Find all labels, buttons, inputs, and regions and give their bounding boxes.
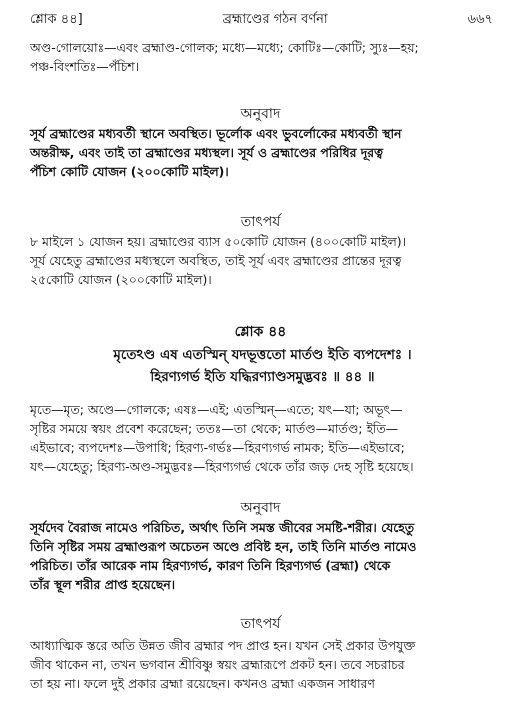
text-line: সৃষ্টির সময়ে স্বয়ং প্রবেশ করেছেন; ততঃ—তা থেকে; মার্তণ্ড—মার্তণ্ড; ইতি— bbox=[30, 421, 399, 436]
text-line: তা হয় না। ফলে দুই প্রকার ব্রহ্মা রয়েছেন। কখনও ব্রহ্মা একজন সাধারণ bbox=[30, 676, 375, 691]
text-line: অণ্ড-গোলয়োঃ—এবং ব্রহ্মাণ্ড-গোলক; মধ্যে—মধ্যে; কোটিঃ—কোটি; স্যুঃ—হয়; bbox=[30, 40, 419, 55]
sanskrit-verse bbox=[30, 344, 495, 388]
purport-paragraph bbox=[30, 232, 495, 289]
verse-line: হিরণ্যগর্ভ ইতি যদ্ধিরণ্যাণ্ডসমুদ্ভবঃ ॥ ৪৪ ॥ bbox=[150, 369, 375, 385]
text-line: ২৫কোটি যোজন (২০০কোটি মাইল)। bbox=[30, 272, 212, 287]
text-line: সূর্য ব্রহ্মাণ্ডের মধ্যবর্তী স্থানে অবস্থিত। ভূর্লোক এবং ভুবর্লোকের মধ্যবর্তী স্থান bbox=[30, 126, 402, 141]
text-line: পঁচিশ কোটি যোজন (২০০কোটি মাইল)। bbox=[30, 164, 229, 179]
text-line: আধ্যাত্মিক স্তরে অতি উন্নত জীব ব্রহ্মার পদ প্রাপ্ত হন। যখন সেই প্রকার উপযুক্ত bbox=[30, 638, 416, 653]
running-header bbox=[30, 10, 493, 30]
text-line: তাঁর স্থূল শরীর প্রাপ্ত হয়েছেন। bbox=[30, 577, 176, 592]
text-line: ৮ মাইলে ১ যোজন হয়। ব্রহ্মাণ্ডের ব্যাস ৫০কোটি যোজন (৪০০কোটি মাইল)। bbox=[30, 234, 407, 249]
verse-line: মৃতেঽণ্ড এষ এতস্মিন্ যদভূত্ততো মার্তণ্ড ইতি ব্যপদেশঃ । bbox=[113, 347, 412, 363]
purport-paragraph bbox=[30, 636, 495, 693]
translation-heading: অনুবাদ bbox=[240, 500, 281, 516]
translation-paragraph bbox=[30, 518, 495, 594]
text-line: পরিচিত। তাঁর আরেক নাম হিরণ্যগর্ভ, কারণ তিনি হিরণ্যগর্ভ (ব্রহ্মা) থেকে bbox=[30, 558, 391, 573]
synonyms-continued bbox=[30, 38, 495, 76]
header-chapter-title: ব্রহ্মাণ্ডের গঠন বর্ণনা bbox=[222, 11, 328, 27]
text-line: সূর্যদেব বৈরাজ নামেও পরিচিত, অর্থাৎ তিনি সমস্ত জীবের সমষ্টি-শরীর। যেহেতু bbox=[30, 520, 415, 535]
word-for-word-synonyms bbox=[30, 400, 495, 476]
text-line: জীব থাকেন না, তখন ভগবান শ্রীবিষ্ণু স্বয়ং ব্রহ্মারূপে প্রকট হন। তবে সচরাচর bbox=[30, 657, 405, 672]
verse-number-heading: শ্লোক ৪৪ bbox=[234, 324, 287, 340]
page-number: ৬৬৭ bbox=[467, 11, 493, 27]
translation-paragraph bbox=[30, 124, 495, 181]
text-line: সূর্য যেহেতু ব্রহ্মাণ্ডের মধ্যস্থলে অবস্থিত, তাই সূর্য এবং ব্রহ্মাণ্ডের প্রান্তের দূরত্ব bbox=[30, 253, 402, 268]
text-line: পঞ্চ-বিংশতিঃ—পঁচিশ। bbox=[30, 59, 140, 74]
text-line: তিনি সৃষ্টির সময় ব্রহ্মাণ্ডরূপ অচেতন অণ্ডে প্রবিষ্ট হন, তাই তিনি মার্তণ্ড নামেও bbox=[30, 539, 417, 554]
text-line: এইভাবে; ব্যপদেশঃ—উপাধি; হিরণ্য-গর্ভঃ—হিরণ্যগর্ভ নামক; ইতি—এইভাবে; bbox=[30, 440, 405, 455]
header-verse-ref: শ্লোক ৪৪] bbox=[30, 11, 83, 27]
translation-heading: অনুবাদ bbox=[240, 106, 281, 122]
text-line: মৃতে—মৃত; অণ্ডে—গোলকে; এষঃ—এই; এতস্মিন্—এতে; যৎ—যা; অভূৎ— bbox=[30, 402, 403, 417]
purport-heading: তাৎপর্য bbox=[240, 214, 281, 230]
text-line: যৎ—যেহেতু; হিরণ্য-অণ্ড-সমুদ্ভবঃ—হিরণ্যগর্ভ থেকে তাঁর জড় দেহ সৃষ্টি হয়েছে। bbox=[30, 459, 414, 474]
text-line: অন্তরীক্ষ, এবং তাই তা ব্রহ্মাণ্ডের মধ্যস্থল। সূর্য ও ব্রহ্মাণ্ডের পরিধির দূরত্ব bbox=[30, 145, 383, 160]
purport-heading: তাৎপর্য bbox=[240, 616, 281, 632]
